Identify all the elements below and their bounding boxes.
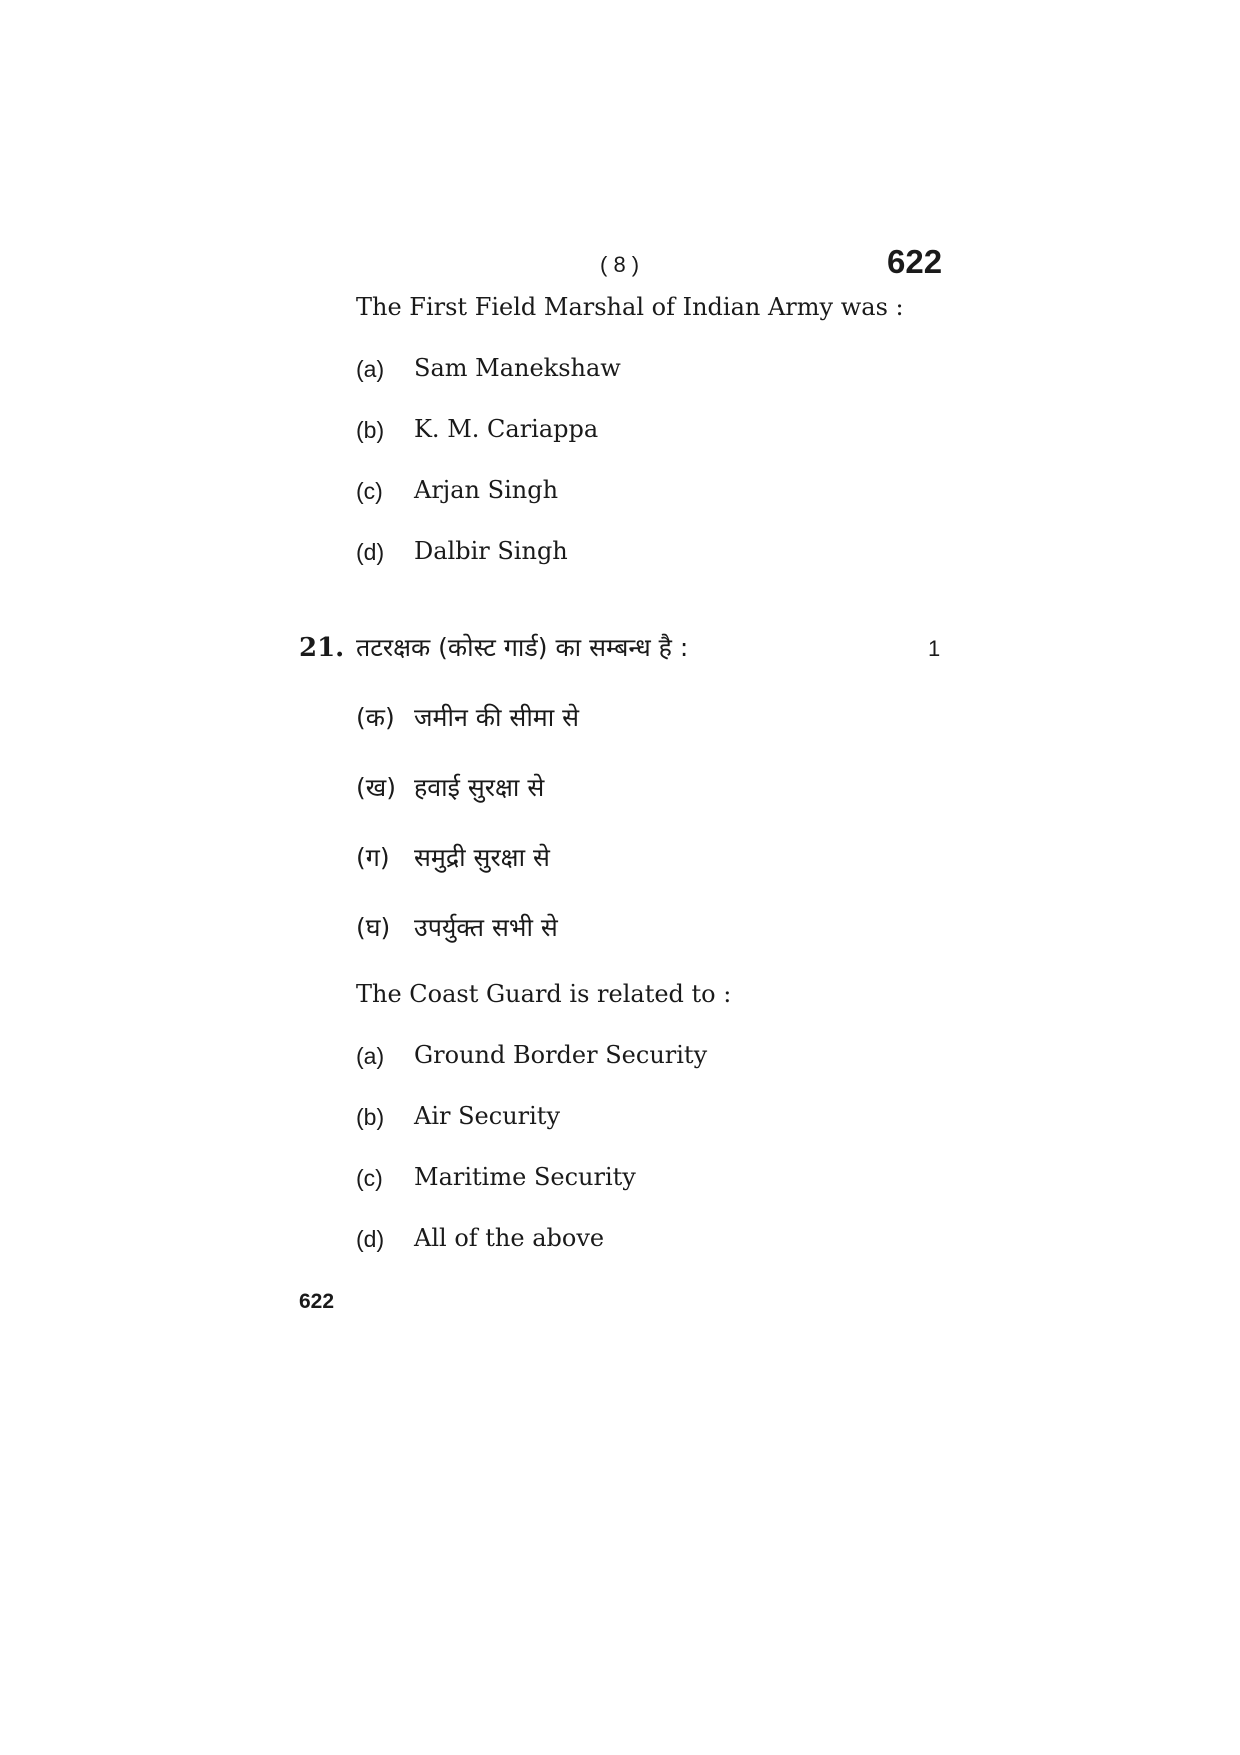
q20-option-c-text: Arjan Singh xyxy=(414,476,559,504)
page-number: ( 8 ) xyxy=(600,252,640,277)
q21-hindi-option-ka-text: जमीन की सीमा से xyxy=(414,703,580,732)
q21-option-b-text: Air Security xyxy=(414,1102,561,1130)
q20-option-b-text: K. M. Cariappa xyxy=(414,415,599,443)
q21-option-d-label: (d) xyxy=(356,1226,385,1252)
q21-hindi-option-ga-text: समुद्री सुरक्षा से xyxy=(414,843,550,872)
q21-hindi-option-gha-text: उपर्युक्त सभी से xyxy=(414,913,558,942)
q21-option-b-label: (b) xyxy=(356,1104,385,1130)
q20-option-a-text: Sam Manekshaw xyxy=(414,354,621,382)
q21-hindi-option-ga-label: (ग) xyxy=(356,843,390,872)
q21-hindi-option-ka-label: (क) xyxy=(356,703,395,732)
q20-option-a-label: (a) xyxy=(356,356,385,382)
question-21-marks: 1 xyxy=(928,636,941,661)
q21-hindi-option-kha-label: (ख) xyxy=(356,773,396,802)
q21-option-a-text: Ground Border Security xyxy=(414,1041,708,1069)
q21-option-a-label: (a) xyxy=(356,1043,385,1069)
q20-option-d-text: Dalbir Singh xyxy=(414,537,568,565)
q21-hindi-option-kha-text: हवाई सुरक्षा से xyxy=(414,773,545,802)
question-21-hindi-text: तटरक्षक (कोस्ट गार्ड) का सम्बन्ध है : xyxy=(356,633,689,662)
q20-option-b-label: (b) xyxy=(356,417,385,443)
question-21-number: 21. xyxy=(299,633,345,663)
q21-hindi-option-gha-label: (घ) xyxy=(356,913,391,942)
question-21-english-text: The Coast Guard is related to : xyxy=(356,980,732,1008)
q21-option-c-text: Maritime Security xyxy=(414,1163,636,1191)
paper-code-top: 622 xyxy=(887,243,943,280)
q21-option-d-text: All of the above xyxy=(414,1224,605,1252)
q21-option-c-label: (c) xyxy=(356,1165,383,1191)
q20-option-c-label: (c) xyxy=(356,478,383,504)
question-20-text: The First Field Marshal of Indian Army was : xyxy=(356,293,904,321)
paper-code-bottom: 622 xyxy=(299,1290,335,1313)
q20-option-d-label: (d) xyxy=(356,539,385,565)
